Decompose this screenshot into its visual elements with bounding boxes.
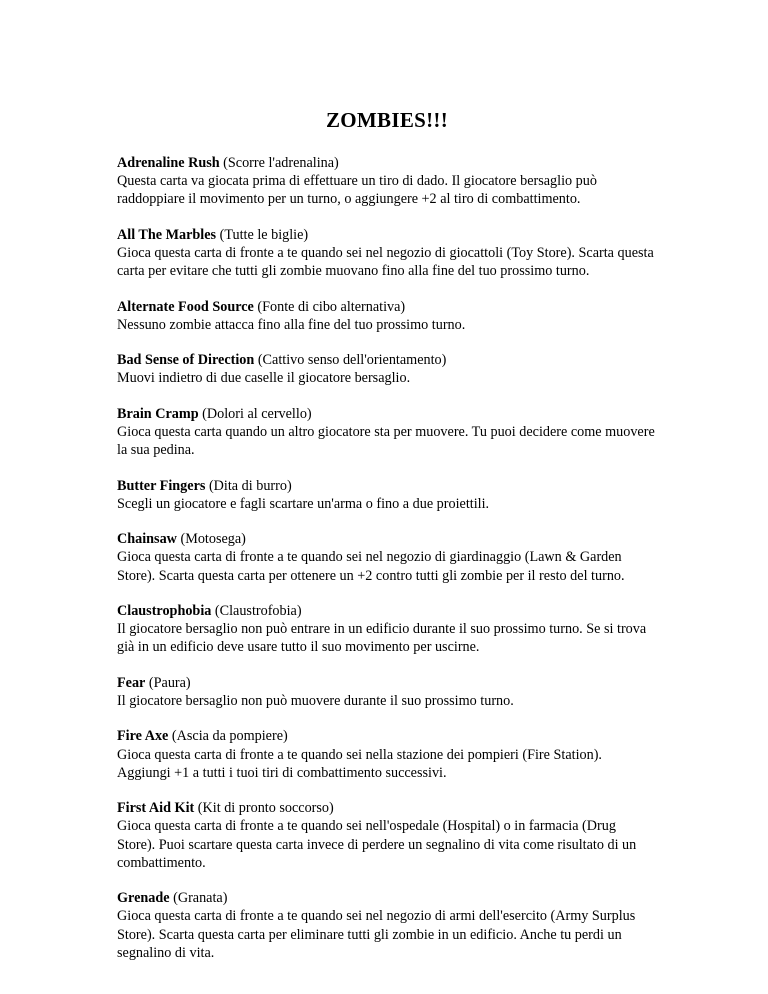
card-description: Questa carta va giocata prima di effettuare un tiro di dado. Il giocatore bersaglio può raddoppiare il movimento per un turno, o aggiungere +2 al tiro di combattimento. xyxy=(117,173,597,208)
card-description: Muovi indietro di due caselle il giocatore bersaglio. xyxy=(117,370,411,387)
card-description: Gioca questa carta di fronte a te quando sei nel negozio di giocattoli (Toy Store). Scarta questa carta per evitare che tutti gli zombie muovano fino alla fine del tuo prossimo turno. xyxy=(117,245,654,280)
card-entry-alternate-food-source xyxy=(117,298,657,334)
card-name: Adrenaline Rush xyxy=(117,155,220,171)
card-name: Fire Axe xyxy=(117,728,169,745)
card-entry-all-the-marbles xyxy=(117,226,657,281)
card-name: All The Marbles xyxy=(117,226,217,243)
card-translation: (Cattivo senso dell'orientamento) xyxy=(257,352,447,369)
card-name: Chainsaw xyxy=(117,531,177,548)
card-description: Gioca questa carta di fronte a te quando sei nel negozio di armi dell'esercito (Army Surplus Store). Scarta questa carta per eliminare tutti gli zombie in un edificio. Anche tu perdi un segnalino di vita. xyxy=(117,908,636,961)
card-description: Gioca questa carta di fronte a te quando sei nel negozio di giardinaggio (Lawn & Garden Store). Scarta questa carta per ottenere un +2 contro tutti gli zombie per il resto del turno. xyxy=(117,549,625,584)
card-name: First Aid Kit xyxy=(117,800,195,817)
card-name: Butter Fingers xyxy=(117,477,206,494)
card-entry-fire-axe xyxy=(117,727,657,782)
card-entry-grenade xyxy=(117,889,657,962)
card-translation: (Granata) xyxy=(173,890,228,907)
card-entry-claustrophobia xyxy=(117,602,657,657)
card-entry-chainsaw xyxy=(117,530,657,585)
card-translation: (Kit di pronto soccorso) xyxy=(197,800,334,817)
card-entry-brain-cramp xyxy=(117,405,657,460)
document-page xyxy=(117,108,657,979)
document-title: ZOMBIES!!! xyxy=(325,108,448,132)
card-translation: (Motosega) xyxy=(180,531,246,548)
card-name: Fear xyxy=(117,674,146,691)
card-name: Grenade xyxy=(117,890,170,907)
card-translation: (Dita di burro) xyxy=(208,477,292,494)
card-description: Gioca questa carta di fronte a te quando sei nella stazione dei pompieri (Fire Station). Aggiungi +1 a tutti i tuoi tiri di combattimento successivi. xyxy=(117,746,602,781)
card-entry-adrenaline-rush xyxy=(117,154,657,209)
card-description: Nessuno zombie attacca fino alla fine del tuo prossimo turno. xyxy=(117,316,466,333)
card-name: Brain Cramp xyxy=(117,405,199,422)
card-description: Il giocatore bersaglio non può muovere durante il suo prossimo turno. xyxy=(117,692,514,709)
card-translation: (Claustrofobia) xyxy=(214,602,302,619)
card-entry-butter-fingers xyxy=(117,477,657,513)
card-description: Il giocatore bersaglio non può entrare in un edificio durante il suo prossimo turno. Se si trova già in un edificio deve usare tutto il suo movimento per uscirne. xyxy=(117,621,647,656)
card-description: Gioca questa carta di fronte a te quando sei nell'ospedale (Hospital) o in farmacia (Drug Store). Puoi scartare questa carta invece di perdere un segnalino di vita come risultato di un combattimento. xyxy=(117,818,637,871)
card-entry-bad-sense-of-direction xyxy=(117,351,657,387)
card-name: Claustrophobia xyxy=(117,602,212,619)
card-description: Gioca questa carta quando un altro giocatore sta per muovere. Tu puoi decidere come muovere la sua pedina. xyxy=(117,423,655,459)
card-entry-first-aid-kit xyxy=(117,799,657,872)
card-entry-fear xyxy=(117,674,657,710)
card-translation: (Tutte le biglie) xyxy=(219,226,309,243)
card-translation: (Ascia da pompiere) xyxy=(171,728,288,745)
card-translation: (Dolori al cervello) xyxy=(202,405,312,422)
card-translation: (Scorre l'adrenalina) xyxy=(223,155,339,171)
card-name: Bad Sense of Direction xyxy=(117,352,255,369)
card-translation: (Fonte di cibo alternativa) xyxy=(257,298,406,315)
card-description: Scegli un giocatore e fagli scartare un'arma o fino a due proiettili. xyxy=(117,495,490,512)
card-name: Alternate Food Source xyxy=(117,298,254,315)
card-translation: (Paura) xyxy=(148,674,191,691)
